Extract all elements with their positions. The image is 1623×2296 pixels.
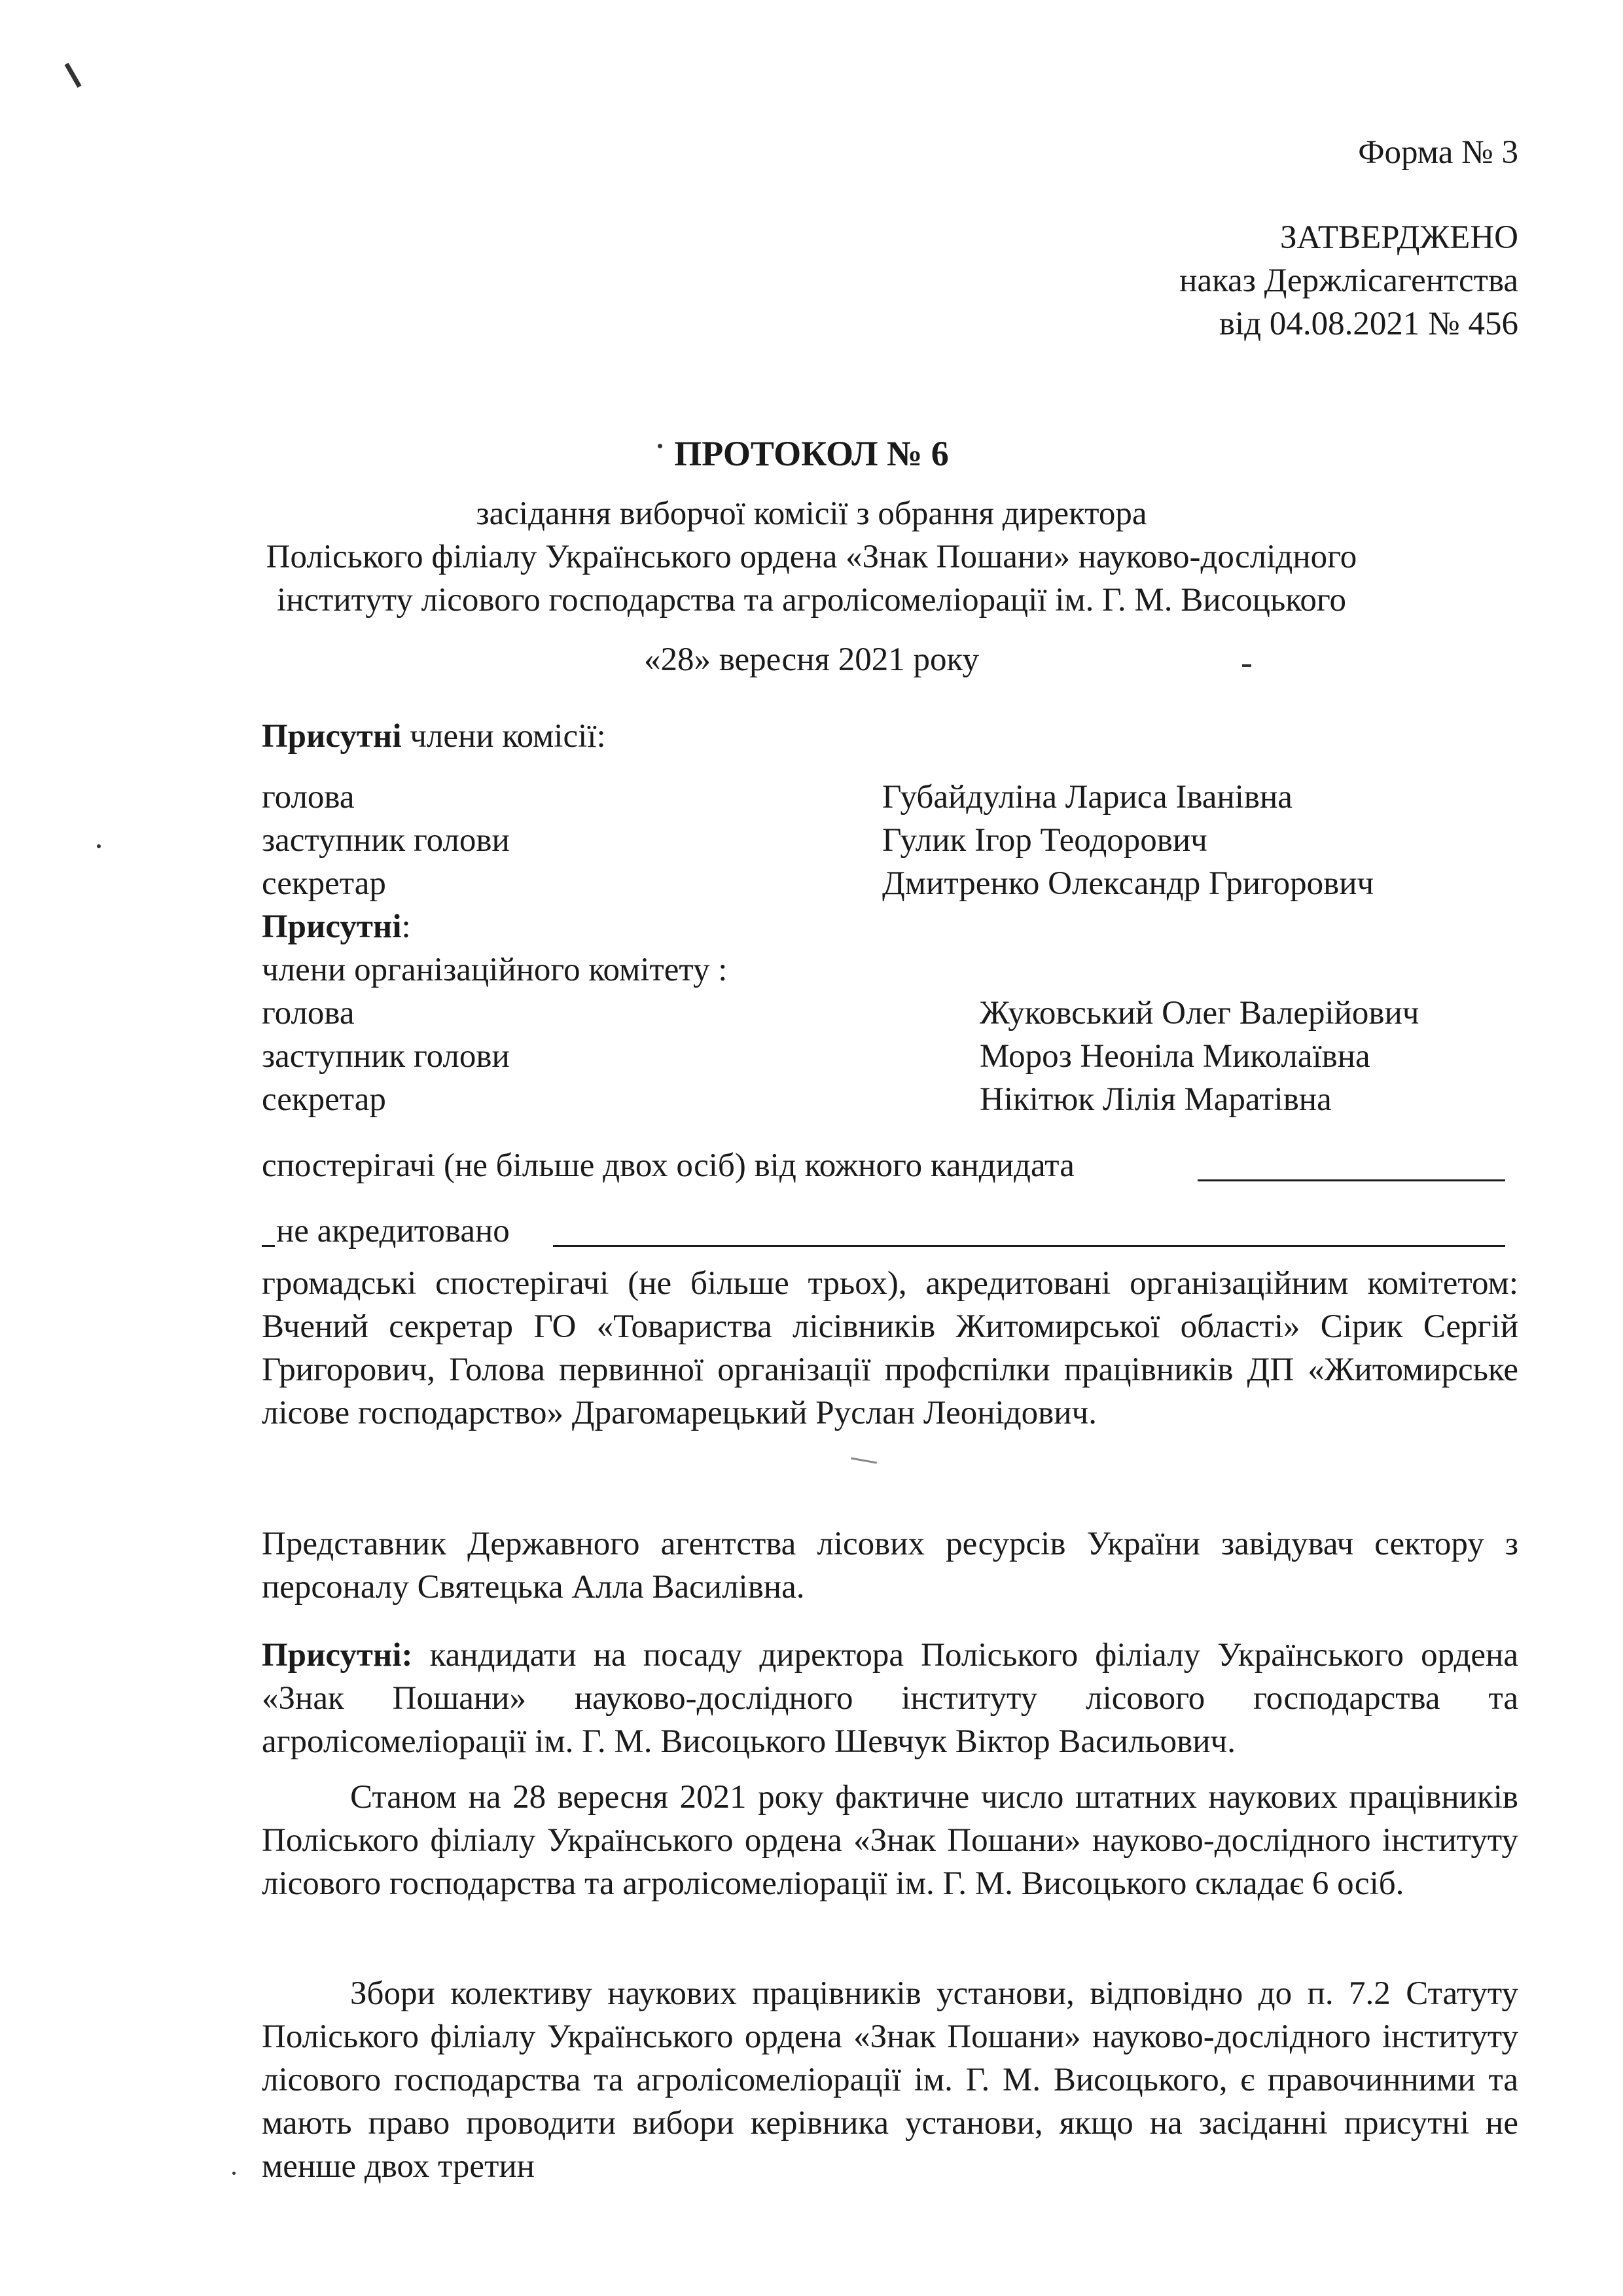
present-colon: : xyxy=(401,908,411,945)
protocol-subtitle xyxy=(196,492,1427,622)
protocol-date: «28» вересня 2021 року xyxy=(643,641,980,678)
staff-paragraph: Станом на 28 вересня 2021 року фактичне число штатних наукових працівників Поліського філіалу Українського ордена «Знак Пошани» науково-дослідного інституту лісового господарства та агролісомеліорації ім. Г. М. Висоцького складає 6 осіб. xyxy=(262,1779,1518,1902)
org-present-heading xyxy=(262,905,411,948)
commission-member-name: Дмитренко Олександр Григорович xyxy=(882,865,1374,902)
commission-role: голова xyxy=(262,779,355,816)
org-role: голова xyxy=(262,995,355,1031)
candidates-label: Присутні: xyxy=(262,1637,413,1674)
candidates-paragraph xyxy=(262,1634,1518,1763)
org-role: заступник голови xyxy=(262,1038,510,1075)
public-observers-paragraph: громадські спостерігачі (не більше трьох), акредитовані організаційним комітетом: Вчений секретар ГО «Товариства лісівників Житомирської області» Сірик Сергій Григорович, Голова первинної організації профспілки працівників ДП «Житомирське лісове господарство» Драгомарецький Руслан Леонідович. xyxy=(262,1265,1518,1431)
candidates-text: кандидати на посаду директора Поліського філіалу Українського ордена «Знак Пошани» науково-дослідного інституту лісового господарства та агролісомеліорації ім. Г. М. Висоцького Шевчук Віктор Васильович. xyxy=(262,1637,1518,1760)
not-accredited-text: не акредитовано xyxy=(276,1213,510,1249)
page-title: ПРОТОКОЛ № 6 xyxy=(674,434,949,473)
subtitle-line: інституту лісового господарства та агролісомеліорації ім. Г. М. Висоцького xyxy=(276,582,1347,619)
present-label: Присутні xyxy=(262,908,402,945)
org-role: секретар xyxy=(262,1081,386,1118)
commission-role: заступник голови xyxy=(262,822,510,859)
form-number: Форма № 3 xyxy=(1358,134,1518,171)
subtitle-line: засідання виборчої комісії з обрання директора xyxy=(476,495,1147,532)
order-line: наказ Держлісагентства xyxy=(1179,262,1518,299)
order-date-line: від 04.08.2021 № 456 xyxy=(1219,306,1518,342)
approved-label: ЗАТВЕРДЖЕНО xyxy=(1279,219,1518,256)
org-member-name: Нікітюк Лілія Маратівна xyxy=(980,1081,1332,1118)
representative-paragraph: Представник Державного агентства лісових ресурсів України завідувач сектору з персоналу Святецька Алла Василівна. xyxy=(262,1526,1518,1605)
blank-line xyxy=(262,1245,275,1247)
blank-line xyxy=(553,1245,1505,1247)
commission-present-heading xyxy=(262,715,606,758)
scan-mark xyxy=(97,844,101,848)
commission-member-name: Губайдуліна Лариса Іванівна xyxy=(882,779,1293,816)
blank-line xyxy=(1198,1179,1505,1181)
observers-candidates-line: спостерігачі (не більше двох осіб) від кожного кандидата xyxy=(262,1147,1075,1184)
subtitle-line: Поліського філіалу Українського ордена «Знак Пошани» науково-дослідного xyxy=(266,539,1357,575)
commission-role: секретар xyxy=(262,865,386,902)
commission-member-name: Гулик Ігор Теодорович xyxy=(882,822,1207,859)
present-label: Присутні xyxy=(262,718,402,755)
org-member-name: Мороз Неоніла Миколаївна xyxy=(980,1038,1370,1075)
org-committee-heading: члени організаційного комітету : xyxy=(262,952,728,988)
scan-mark xyxy=(232,2172,236,2175)
org-member-name: Жуковський Олег Валерійович xyxy=(980,995,1419,1031)
scan-mark xyxy=(64,63,81,88)
scan-mark xyxy=(851,1458,877,1464)
approval-stamp-text xyxy=(851,216,1518,346)
present-rest: члени комісії: xyxy=(401,718,606,755)
meeting-paragraph: Збори колективу наукових працівників установи, відповідно до п. 7.2 Статуту Поліського філіалу Українського ордена «Знак Пошани» науково-дослідного інституту лісового господарства та агролісомеліорації ім. Г. М. Висоцького, є правочинними та мають право проводити вибори керівника установи, якщо на засіданні присутні не менше двох третин xyxy=(262,1975,1518,2185)
